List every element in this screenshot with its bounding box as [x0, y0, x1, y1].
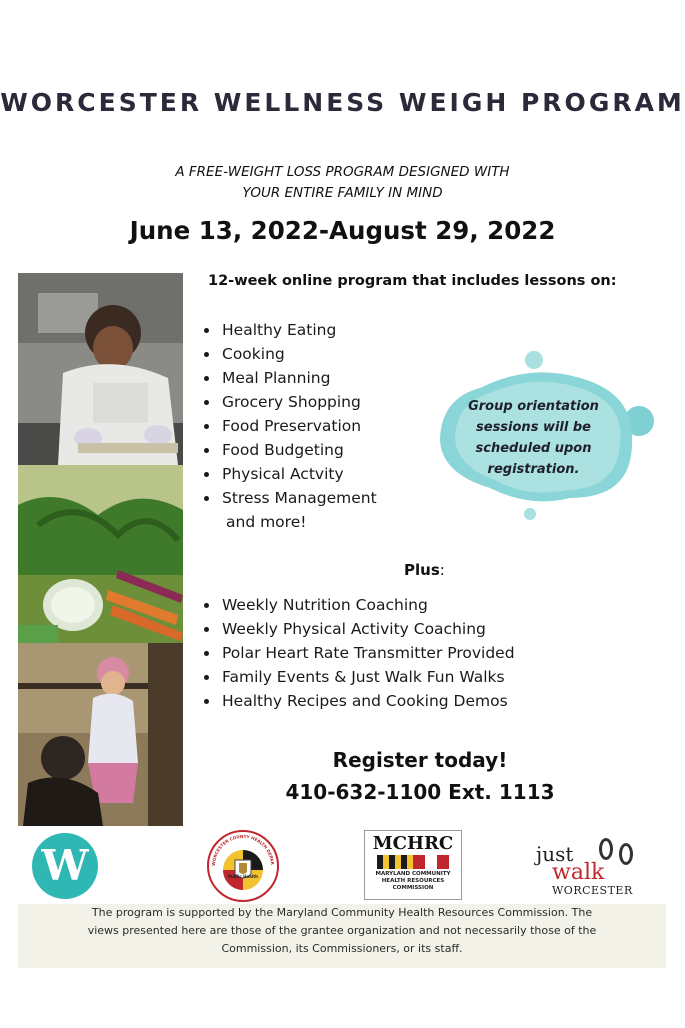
- list-item: Healthy Eating: [200, 318, 377, 342]
- disclaimer-line-2: views presented here are those of the grantee organization and not necessarily those of the: [87, 924, 597, 937]
- register-phone[interactable]: 410-632-1100 Ext. 1113: [285, 780, 555, 804]
- just-walk-worcester: WORCESTER: [552, 884, 633, 897]
- list-item: Polar Heart Rate Transmitter Provided: [200, 641, 515, 665]
- list-item: Weekly Physical Activity Coaching: [200, 617, 515, 641]
- plus-colon: :: [439, 561, 445, 579]
- svg-text:WORCESTER COUNTY HEALTH DEPART: [207, 830, 275, 866]
- list-item: Stress Management: [200, 486, 377, 510]
- list-item: Weekly Nutrition Coaching: [200, 593, 515, 617]
- register-block: [270, 744, 570, 808]
- photo-vegetables: [18, 465, 183, 643]
- list-item: Grocery Shopping: [200, 390, 377, 414]
- page-subtitle: [0, 162, 685, 204]
- orientation-callout: Group orientation sessions will be scheduled upon registration.: [468, 399, 599, 477]
- just-walk-just: just: [536, 842, 574, 866]
- list-item: Food Preservation: [200, 414, 377, 438]
- mchrc-sub-1: MARYLAND COMMUNITY: [375, 871, 451, 877]
- list-item: Cooking: [200, 342, 377, 366]
- health-department-seal: [207, 830, 279, 902]
- plus-heading: [404, 561, 445, 579]
- footprints-icon: [594, 836, 640, 870]
- list-item: Food Budgeting: [200, 438, 377, 462]
- just-walk-logo: [532, 836, 644, 898]
- funding-disclaimer: [18, 904, 666, 968]
- disclaimer-line-1: The program is supported by the Maryland Community Health Resources Commission. The: [91, 906, 593, 919]
- mchrc-sub-3: COMMISSION: [392, 885, 434, 891]
- list-item: Family Events & Just Walk Fun Walks: [200, 665, 515, 689]
- subtitle-line-2: YOUR ENTIRE FAMILY IN MIND: [242, 185, 443, 201]
- list-item: Physical Actvity: [200, 462, 377, 486]
- disclaimer-line-3: Commission, its Commissioners, or its staff.: [221, 942, 463, 955]
- lessons-list: [200, 318, 377, 534]
- mchrc-logo: [364, 830, 462, 900]
- just-walk-walk: walk: [552, 860, 605, 885]
- w-logo-letter: W: [41, 841, 89, 890]
- seal-inner-text: Public Health: [227, 874, 259, 879]
- list-item: Meal Planning: [200, 366, 377, 390]
- photo-child-climbing: [18, 643, 183, 826]
- subtitle-line-1: A FREE-WEIGHT LOSS PROGRAM DESIGNED WITH: [175, 164, 510, 180]
- seal-arc-text: WORCESTER COUNTY HEALTH DEPAR: [210, 833, 275, 867]
- plus-label: Plus: [404, 561, 440, 579]
- plus-list: [200, 593, 515, 713]
- lessons-intro: 12-week online program that includes lessons on:: [208, 273, 617, 289]
- list-item-continuation: and more!: [226, 513, 307, 531]
- register-heading: Register today!: [332, 748, 508, 772]
- mchrc-title: MCHRC: [372, 833, 454, 854]
- photo-child-cooking: [18, 273, 183, 465]
- w-circle-logo: [32, 833, 98, 899]
- list-item: Healthy Recipes and Cooking Demos: [200, 689, 515, 713]
- page-title: WORCESTER WELLNESS WEIGH PROGRAM: [0, 88, 685, 117]
- maryland-flag-stripe: [377, 855, 449, 869]
- mchrc-sub-2: HEALTH RESOURCES: [381, 878, 445, 884]
- program-dates: June 13, 2022-August 29, 2022: [129, 216, 556, 245]
